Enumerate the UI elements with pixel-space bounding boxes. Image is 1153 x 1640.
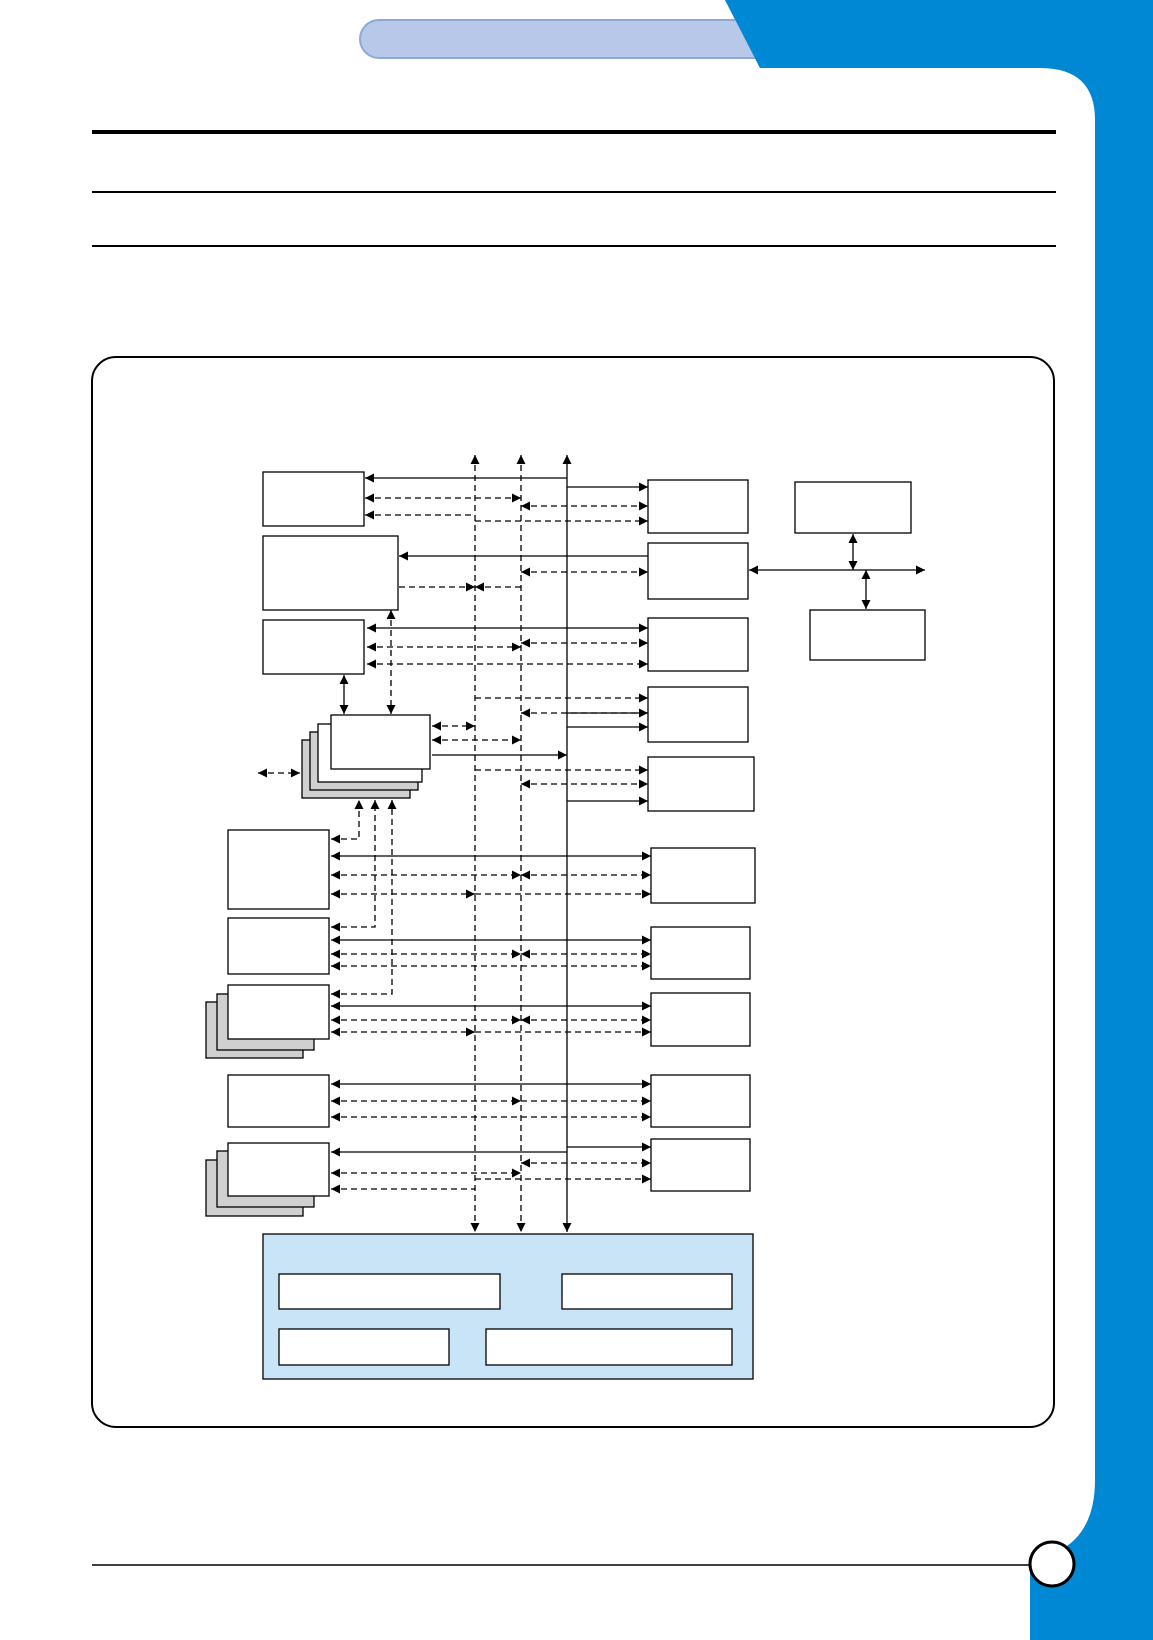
right-block-10 [651,1139,750,1191]
far-right-block-top [795,482,911,533]
left-block-4 [228,830,329,909]
bottom-panel-box-4 [486,1329,732,1365]
right-block-7 [651,927,750,979]
right-block-8 [651,993,750,1046]
right-block-6 [651,848,755,903]
right-block-5 [648,757,754,811]
right-block-9 [651,1075,750,1127]
bottom-panel-box-3 [279,1329,449,1365]
bottom-panel-box-1 [279,1274,500,1309]
stacked-block-lower-1 [206,985,329,1058]
left-block-5 [228,918,329,974]
left-block-3 [263,620,364,674]
left-block-6 [228,1075,329,1127]
right-block-1 [648,480,748,533]
bottom-panel-box-2 [562,1274,732,1309]
bottom-panel [263,1234,753,1379]
right-block-3 [648,618,748,671]
diagram-note [110,380,710,400]
left-block-2 [263,536,398,610]
stacked-block-center [302,715,430,798]
right-block-2 [648,543,748,599]
left-block-1 [263,472,364,526]
far-right-block-bottom [810,610,925,660]
stacked-block-lower-2 [206,1143,329,1216]
right-block-4 [648,687,748,742]
